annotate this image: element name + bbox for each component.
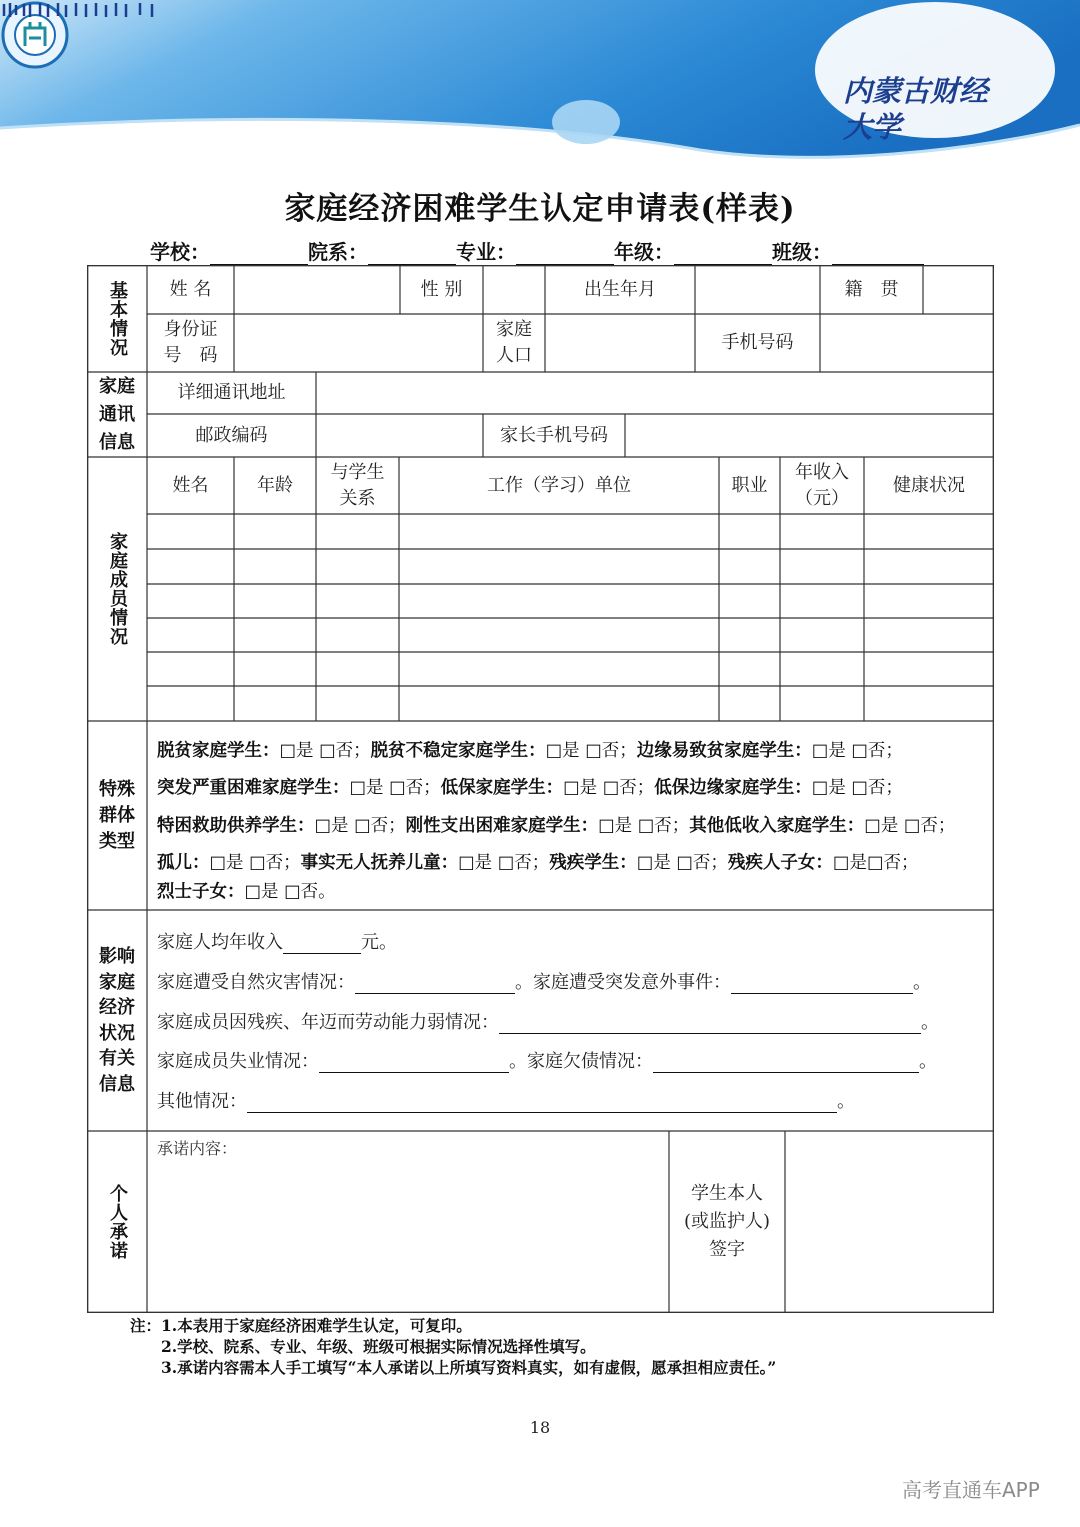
option-checkbox[interactable]: □是 □否； (349, 778, 441, 798)
notes-prefix: 注： (130, 1316, 162, 1335)
col-member-relation (316, 457, 399, 514)
income-field[interactable] (283, 933, 361, 954)
col-member-age: 年龄 (257, 474, 293, 496)
unemployed-field[interactable] (319, 1052, 509, 1073)
university-wordmark: 内蒙古财经大学 (843, 74, 989, 144)
col-member-health: 健康状况 (893, 474, 965, 496)
department-label: 院系： (308, 240, 368, 264)
accident-field[interactable] (731, 973, 913, 994)
option-checkbox[interactable]: □是 □否； (314, 816, 406, 836)
option-label: 低保边缘家庭学生： (654, 778, 812, 798)
class-label: 班级： (772, 240, 832, 264)
economy-disabled-line (157, 1008, 939, 1034)
section-personal-promise: 个人承诺 (107, 1184, 128, 1260)
mongolian-script-icon (0, 0, 165, 20)
option-label: 脱贫不稳定家庭学生： (370, 741, 546, 761)
page-number: 18 (529, 1418, 551, 1437)
label-id-line1: 身份证 (163, 319, 218, 340)
option-checkbox[interactable]: □是 □否； (545, 741, 637, 761)
option-label: 脱贫家庭学生： (157, 741, 280, 761)
special-line-1 (157, 737, 903, 762)
option-label: 刚性支出困难家庭学生： (405, 816, 599, 836)
option-label: 其他低收入家庭学生： (689, 816, 865, 836)
line-end: 。 (913, 972, 931, 993)
col-member-income (780, 457, 864, 514)
economy-other-line (157, 1087, 855, 1113)
school-label: 学校： (150, 240, 210, 264)
section-economy-label: 影响家庭经济状况有关信息 (99, 946, 135, 1095)
col-relation-line2: 关系 (339, 487, 376, 509)
major-label: 专业： (456, 240, 516, 264)
section-special-groups (87, 721, 147, 910)
label-mobile: 手机号码 (721, 332, 794, 353)
option-checkbox[interactable]: □是 □否。 (244, 882, 336, 902)
option-checkbox[interactable]: □是 □否； (563, 778, 655, 798)
option-label: 事实无人抚养儿童： (300, 853, 459, 873)
input-address[interactable] (316, 372, 994, 414)
note-2: 2.学校、院系、专业、年级、班级可根据实际情况选择性填写。 (161, 1337, 596, 1356)
line-end: 。 (919, 1051, 937, 1072)
label-id-line2: 号 码 (163, 345, 218, 366)
accident-label: 。家庭遭受突发意外事件： (515, 972, 731, 993)
label-household-line2: 人口 (496, 345, 532, 366)
option-checkbox[interactable]: □是 □否； (811, 778, 903, 798)
label-parent-phone: 家长手机号码 (500, 424, 608, 446)
disabled-field[interactable] (499, 1013, 921, 1034)
option-label: 烈士子女： (157, 882, 245, 902)
signature-label (669, 1180, 785, 1264)
special-line-5 (157, 878, 336, 903)
input-name[interactable] (234, 265, 400, 314)
option-checkbox[interactable]: □是 □否； (209, 853, 301, 873)
option-label: 特困救助供养学生： (157, 816, 315, 836)
signature-line1: 学生本人 (691, 1183, 763, 1204)
section-family-members: 家庭成员情况 (107, 532, 128, 646)
application-form (87, 265, 994, 1313)
unemployed-label: 家庭成员失业情况： (157, 1051, 319, 1072)
label-household-size (483, 314, 545, 372)
option-label: 残疾人子女： (727, 853, 833, 873)
disabled-label: 家庭成员因残疾、年迈而劳动能力弱情况： (157, 1012, 499, 1033)
signature-field[interactable] (785, 1131, 993, 1312)
debt-label: 。家庭欠债情况： (509, 1051, 653, 1072)
label-household-line1: 家庭 (496, 319, 532, 340)
option-label: 突发严重困难家庭学生： (157, 778, 350, 798)
class-field[interactable] (832, 242, 924, 265)
col-income-line2: （元） (795, 487, 849, 509)
note-3: 3.承诺内容需本人手工填写“本人承诺以上所填写资料真实，如有虚假，愿承担相应责任。” (161, 1358, 777, 1377)
disaster-field[interactable] (355, 973, 515, 994)
option-checkbox[interactable]: □是 □否； (811, 741, 903, 761)
col-relation-line1: 与学生 (330, 461, 385, 483)
option-label: 残疾学生： (549, 853, 637, 873)
option-label: 孤儿： (157, 853, 210, 873)
label-id-number (147, 314, 234, 372)
debt-field[interactable] (653, 1052, 919, 1073)
promise-content-label: 承诺内容： (157, 1139, 238, 1158)
economy-disaster-line (157, 968, 931, 994)
option-checkbox[interactable]: □是 □否； (458, 853, 550, 873)
signature-line3: 签字 (709, 1239, 745, 1260)
col-member-unit: 工作（学习）单位 (487, 474, 631, 496)
grade-field[interactable] (674, 242, 772, 265)
line-end: 。 (837, 1091, 855, 1112)
option-checkbox[interactable]: □是 □否； (636, 853, 728, 873)
disaster-label: 家庭遭受自然灾害情况： (157, 972, 355, 993)
income-unit: 元。 (361, 932, 397, 953)
col-income-line1: 年收入 (795, 461, 849, 483)
label-gender: 性 别 (420, 278, 463, 300)
income-label: 家庭人均年收入 (157, 932, 283, 953)
label-birth-date: 出生年月 (584, 278, 656, 300)
special-line-2 (157, 774, 903, 799)
department-field[interactable] (368, 242, 456, 265)
special-line-4 (157, 849, 919, 874)
other-label: 其他情况： (157, 1091, 247, 1112)
header-banner (0, 0, 1080, 165)
page-title: 家庭经济困难学生认定申请表(样表) (284, 191, 796, 227)
grade-label: 年级： (614, 240, 674, 264)
option-checkbox[interactable]: □是□否； (832, 853, 919, 873)
economy-unemployed-line (157, 1047, 937, 1073)
label-address: 详细通讯地址 (177, 382, 286, 403)
section-basic-info: 基本情况 (107, 280, 128, 357)
option-checkbox[interactable]: □是 □否； (864, 816, 956, 836)
label-name: 姓 名 (169, 278, 212, 300)
col-member-name: 姓名 (172, 474, 209, 496)
option-checkbox[interactable]: □是 □否； (279, 741, 371, 761)
col-member-job: 职业 (731, 474, 768, 496)
note-1: 1.本表用于家庭经济困难学生认定，可复印。 (161, 1316, 472, 1335)
watermark: 高考直通车APP (902, 1478, 1040, 1502)
section-special-label: 特殊群体类型 (99, 778, 135, 852)
option-checkbox[interactable]: □是 □否； (598, 816, 690, 836)
signature-line2: (或监护人) (683, 1211, 771, 1232)
section-contact-info (87, 372, 147, 457)
section-contact-label: 家庭通讯信息 (99, 375, 135, 453)
school-field[interactable] (210, 242, 308, 265)
student-info-line (150, 236, 924, 265)
section-economy-info (87, 910, 147, 1131)
promise-content-field[interactable] (147, 1155, 667, 1311)
special-line-3 (157, 812, 955, 837)
form-notes (130, 1315, 776, 1378)
other-field[interactable] (247, 1092, 837, 1113)
label-native-place: 籍 贯 (844, 278, 899, 300)
major-field[interactable] (516, 242, 614, 265)
option-label: 边缘易致贫家庭学生： (636, 741, 812, 761)
economy-income-line (157, 928, 397, 954)
line-end: 。 (921, 1012, 939, 1033)
label-postcode: 邮政编码 (195, 424, 268, 446)
option-label: 低保家庭学生： (440, 778, 564, 798)
